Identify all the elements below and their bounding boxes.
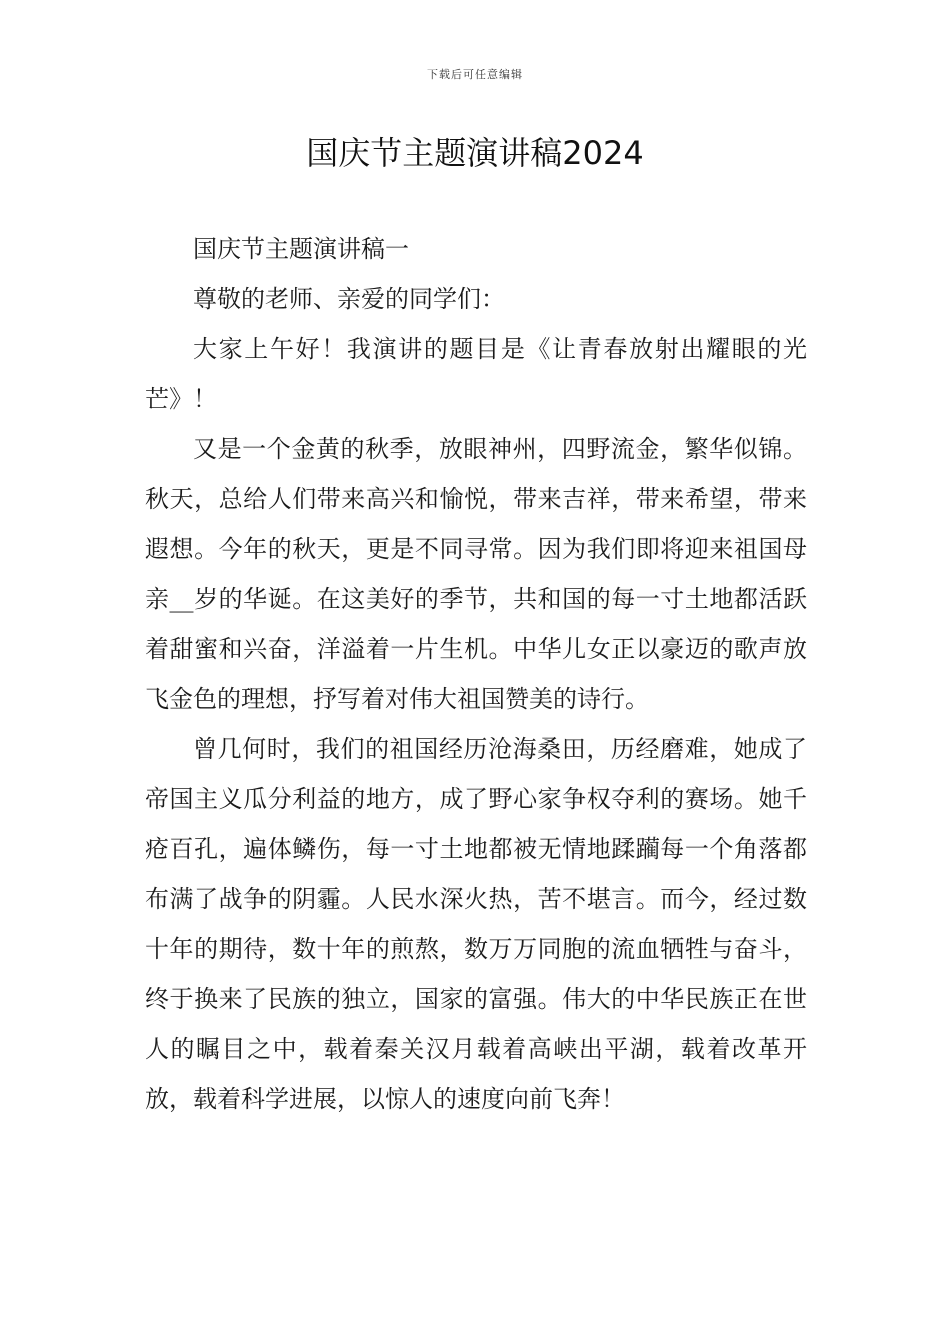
paragraph-autumn: 又是一个金黄的秋季，放眼神州，四野流金，繁华似锦。秋天，总给人们带来高兴和愉悦，带来吉祥，带来希望，带来遐想。今年的秋天，更是不同寻常。因为我们即将迎来祖国母亲__岁的华诞。在这美好的季节，共和国的每一寸土地都活跃着甜蜜和兴奋，洋溢着一片生机。中华儿女正以豪迈的歌声放飞金色的理想，抒写着对伟大祖国赞美的诗行。 bbox=[145, 435, 807, 713]
paragraph-history: 曾几何时，我们的祖国经历沧海桑田，历经磨难，她成了帝国主义瓜分利益的地方，成了野心家争权夺利的赛场。她千疮百孔，遍体鳞伤，每一寸土地都被无情地蹂躏每一个角落都布满了战争的阴霾。人民水深火热，苦不堪言。而今，经过数十年的期待，数十年的煎熬，数万万同胞的流血牺牲与奋斗，终于换来了民族的独立，国家的富强。伟大的中华民族正在世人的瞩目之中，载着秦关汉月载着高峡出平湖，载着改革开放，载着科学进展，以惊人的速度向前飞奔！ bbox=[145, 735, 807, 1113]
paragraph-subtitle: 国庆节主题演讲稿一 bbox=[193, 235, 409, 263]
header-note: 下载后可任意编辑 bbox=[427, 68, 523, 81]
paragraph-greeting: 大家上午好！我演讲的题目是《让青春放射出耀眼的光芒》！ bbox=[145, 335, 807, 413]
document-title: 国庆节主题演讲稿2024 bbox=[306, 134, 644, 172]
paragraph-salutation: 尊敬的老师、亲爱的同学们： bbox=[193, 285, 505, 313]
document-body bbox=[145, 224, 807, 1124]
